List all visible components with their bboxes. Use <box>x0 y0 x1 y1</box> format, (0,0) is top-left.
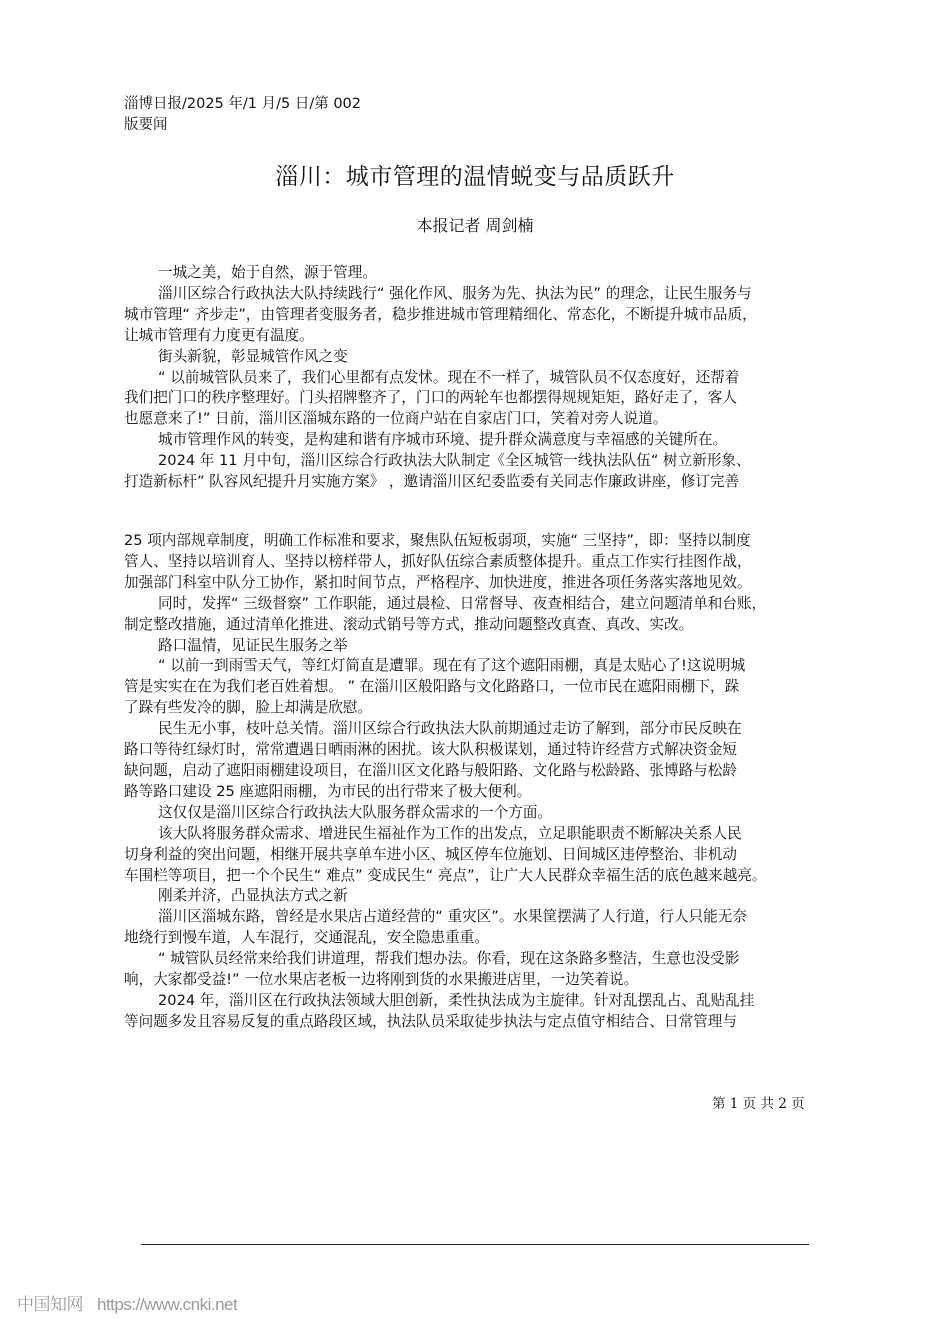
paragraph-line: 车围栏等项目，把一个个民生“ 难点” 变成民生“ 亮点”，让广大人民群众幸福生活的底色越来越亮。 <box>124 866 767 884</box>
paragraph-line: 缺问题，启动了遮阳雨棚建设项目，在淄川区文化路与般阳路、文化路与松龄路、张博路与松龄 <box>124 761 737 779</box>
article-paragraph <box>124 430 838 451</box>
paragraph-line: 制定整改措施，通过清单化推进、滚动式销号等方式，推动问题整改真查、真改、实改。 <box>124 615 694 633</box>
paragraph-line: 切身利益的突出问题，相继开展共享单车进小区、城区停车位施划、日间城区违停整治、非机动 <box>124 845 737 863</box>
paragraph-line: “ 以前城管队员来了，我们心里都有点发怵。现在不一样了，城管队员不仅态度好，还帮着 <box>158 368 740 386</box>
paragraph-line: 响，大家都受益!” 一位水果店老板一边将刚到货的水果搬进店里，一边笑着说。 <box>124 971 639 989</box>
article-paragraph <box>124 824 838 887</box>
article-paragraph <box>124 803 838 824</box>
article-paragraph <box>124 656 838 719</box>
article-paragraph <box>124 284 838 347</box>
source-line-1: 淄博日报/2025 年/1 月/5 日/第 002 <box>124 96 362 112</box>
paragraph-line: 城市管理“ 齐步走”，由管理者变服务者，稳步推进城市管理精细化、常态化，不断提升城市品质， <box>124 305 757 323</box>
article-paragraph <box>124 451 838 493</box>
paragraph-line: 路口等待红绿灯时，常常遭遇日晒雨淋的困扰。该大队积极谋划，通过特许经营方式解决资金短 <box>124 741 737 759</box>
paragraph-line: 管是实实在在为我们老百姓着想。 ” 在淄川区般阳路与文化路路口，一位市民在遮阳雨棚下，跺 <box>124 678 740 696</box>
paragraph-line: 管人、坚持以培训育人、坚持以榜样带人，抓好队伍综合素质整体提升。重点工作实行挂图作战， <box>124 552 752 570</box>
paragraph-line: 淄川区综合行政执法大队持续践行“ 强化作风、服务为先、执法为民” 的理念，让民生服务与 <box>158 284 752 302</box>
article-paragraph <box>124 636 838 657</box>
paragraph-line: 加强部门科室中队分工协作，紧扣时间节点，严格程序、加快进度，推进各项任务落实落地见效。 <box>124 573 752 591</box>
paragraph-line: 我们把门口的秩序整理好。门头招牌整齐了，门口的两轮车也都摆得规规矩矩，路好走了，客人 <box>124 389 737 407</box>
paragraph-line: 该大队将服务群众需求、增进民生福祉作为工作的出发点，立足职能职责不断解决关系人民 <box>158 824 742 842</box>
article-paragraph <box>124 594 838 636</box>
paragraph-line: 打造新标杆” 队容风纪提升月实施方案》 ，邀请淄川区纪委监委有关同志作廉政讲座，修订完善 <box>124 473 740 491</box>
paragraph-line: “ 以前一到雨雪天气，等红灯简直是遭罪。现在有了这个遮阳雨棚，真是太贴心了!这说明城 <box>158 657 746 675</box>
paragraph-line: 民生无小事，枝叶总关情。淄川区综合行政执法大队前期通过走访了解到，部分市民反映在 <box>158 720 742 738</box>
paragraph-line: 2024 年，淄川区在行政执法领域大胆创新，柔性执法成为主旋律。针对乱摆乱占、乱贴乱挂 <box>158 991 755 1009</box>
article-title: 淄川：城市管理的温情蜕变与品质跃升 <box>275 164 675 190</box>
paragraph-line: 街头新貌，彰显城管作风之变 <box>158 347 348 365</box>
paragraph-line: 让城市管理有力度更有温度。 <box>124 326 314 344</box>
watermark-url: https://www.cnki.net <box>97 1295 238 1314</box>
article-body-part-1 <box>124 263 838 493</box>
article-paragraph <box>124 719 838 803</box>
footer-divider <box>141 1244 809 1245</box>
publication-source <box>124 94 361 136</box>
paragraph-line: 刚柔并济，凸显执法方式之新 <box>158 887 348 905</box>
article-paragraph <box>124 907 838 949</box>
article-paragraph <box>124 368 838 431</box>
article-paragraph <box>124 886 838 907</box>
paragraph-line: 这仅仅是淄川区综合行政执法大队服务群众需求的一个方面。 <box>158 803 553 821</box>
cnki-watermark <box>17 1294 237 1316</box>
paragraph-line: 了跺有些发冷的脚，脸上却满是欣慰。 <box>124 699 373 717</box>
article-paragraph <box>124 531 838 594</box>
source-line-2: 版要闻 <box>124 117 168 133</box>
paragraph-line: 等问题多发且容易反复的重点路段区域，执法队员采取徒步执法与定点值守相结合、日常管理与 <box>124 1012 737 1030</box>
article-paragraph <box>124 347 838 368</box>
paragraph-line: 淄川区淄城东路，曾经是水果店占道经营的“ 重灾区”。水果筐摆满了人行道，行人只能无奈 <box>158 908 747 926</box>
paragraph-line: 一城之美，始于自然，源于管理。 <box>158 264 377 281</box>
article-paragraph <box>124 263 838 284</box>
paragraph-line: 同时，发挥“ 三级督察” 工作职能，通过晨检、日常督导、夜查相结合，建立问题清单和台账， <box>158 594 767 612</box>
paragraph-line: 也愿意来了!” 日前，淄川区淄城东路的一位商户站在自家店门口，笑着对旁人说道。 <box>124 410 668 428</box>
article-paragraph <box>124 991 838 1033</box>
paragraph-line: 25 项内部规章制度，明确工作标准和要求，聚焦队伍短板弱项，实施“ 三坚持”，即：坚持以制度 <box>124 532 751 549</box>
watermark-brand: 中国知网 <box>17 1295 83 1314</box>
paragraph-line: 2024 年 11 月中旬，淄川区综合行政执法大队制定《全区城管一线执法队伍“ 树立新形象、 <box>158 452 751 470</box>
page-indicator: 第 1 页 共 2 页 <box>712 1096 805 1112</box>
paragraph-line: 地绕行到慢车道，人车混行，交通混乱，安全隐患重重。 <box>124 929 489 947</box>
article-body-part-2 <box>124 531 838 1033</box>
article-paragraph <box>124 949 838 991</box>
paragraph-line: 路等路口建设 25 座遮阳雨棚，为市民的出行带来了极大便利。 <box>124 782 532 800</box>
paragraph-line: 城市管理作风的转变，是构建和谐有序城市环境、提升群众满意度与幸福感的关键所在。 <box>158 431 728 449</box>
paragraph-line: 路口温情，见证民生服务之举 <box>158 636 348 654</box>
paragraph-line: “ 城管队员经常来给我们讲道理，帮我们想办法。你看，现在这条路多整洁，生意也没受影 <box>158 950 740 968</box>
article-byline: 本报记者 周剑楠 <box>416 216 534 235</box>
